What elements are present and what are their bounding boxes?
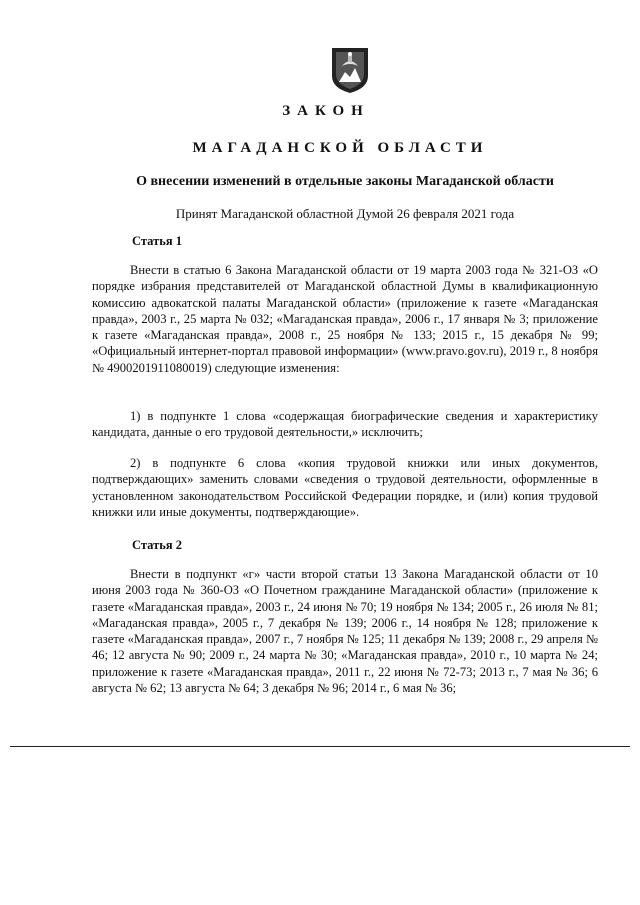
article-2-intro — [92, 566, 598, 696]
adoption-line: Принят Магаданской областной Думой 26 февраля 2021 года — [175, 206, 515, 221]
article-2-heading: Статья 2 — [132, 538, 182, 552]
article-1-item-1 — [92, 408, 598, 441]
article-1-intro — [92, 262, 598, 376]
article-1-item-2 — [92, 455, 598, 520]
law-title: ЗАКОН — [282, 103, 370, 119]
article-1-item-2-text: 2) в подпункте 6 слова «копия трудовой книжки или иных документов, подтверждающих» заменить словами «сведения о трудовой деятельности, оформленные в установленном законодательством Российской Федерации порядке, и (или) копия трудовой книжки или иные документы, подтверждающие». — [92, 456, 598, 519]
article-1-item-1-text: 1) в подпункте 1 слова «содержащая биографические сведения и характеристику кандидата, данные о его трудовой деятельности,» исключить; — [92, 409, 598, 440]
law-subject: О внесении изменений в отдельные законы Магаданской области — [136, 174, 554, 189]
page-bottom-rule — [10, 746, 630, 747]
coat-of-arms-icon — [330, 46, 370, 94]
article-2-intro-text: Внести в подпункт «г» части второй статьи 13 Закона Магаданской области от 10 июня 2003 года № 360-ОЗ «О Почетном гражданине Магаданской области» (приложение к газете «Магаданская правда», 2003 г., 24 июня № 70; 19 ноября № 134; 2005 г., 26 июля № 81; «Магаданская правда», 2005 г., 7 декабря № 139; 2006 г., 14 ноября № 128; приложение к газете «Магаданская правда», 2007 г., 7 ноября № 125; 11 декабря № 139; 2008 г., 29 апреля № 46; 12 августа № 90; 2009 г., 24 марта № 30; «Магаданская правда», 2010 г., 10 марта № 24; приложение к газете «Магаданская правда», 2011 г., 22 июня № 72-73; 2013 г., 7 мая № 36; 6 августа № 62; 13 августа № 64; 3 декабря № 96; 2014 г., 6 мая № 36; — [92, 567, 598, 696]
region-title: МАГАДАНСКОЙ ОБЛАСТИ — [192, 140, 488, 156]
article-1-intro-text: Внести в статью 6 Закона Магаданской области от 19 марта 2003 года № 321-ОЗ «О порядке избрания представителей от Магаданской областной Думы в квалификационную комиссию адвокатской палаты Магаданской области» (приложение к газете «Магаданская правда», 2003 г., 25 марта № 032; «Магаданская правда», 2006 г., 17 января № 3; приложение к газете «Магаданская правда», 2008 г., 25 ноября № 133; 2015 г., 15 декабря № 99; «Официальный интернет-портал правовой информации» (www.pravo.gov.ru), 2019 г., 8 ноября № 4900201911080019) следующие изменения: — [92, 263, 598, 375]
article-1-heading: Статья 1 — [132, 234, 182, 248]
